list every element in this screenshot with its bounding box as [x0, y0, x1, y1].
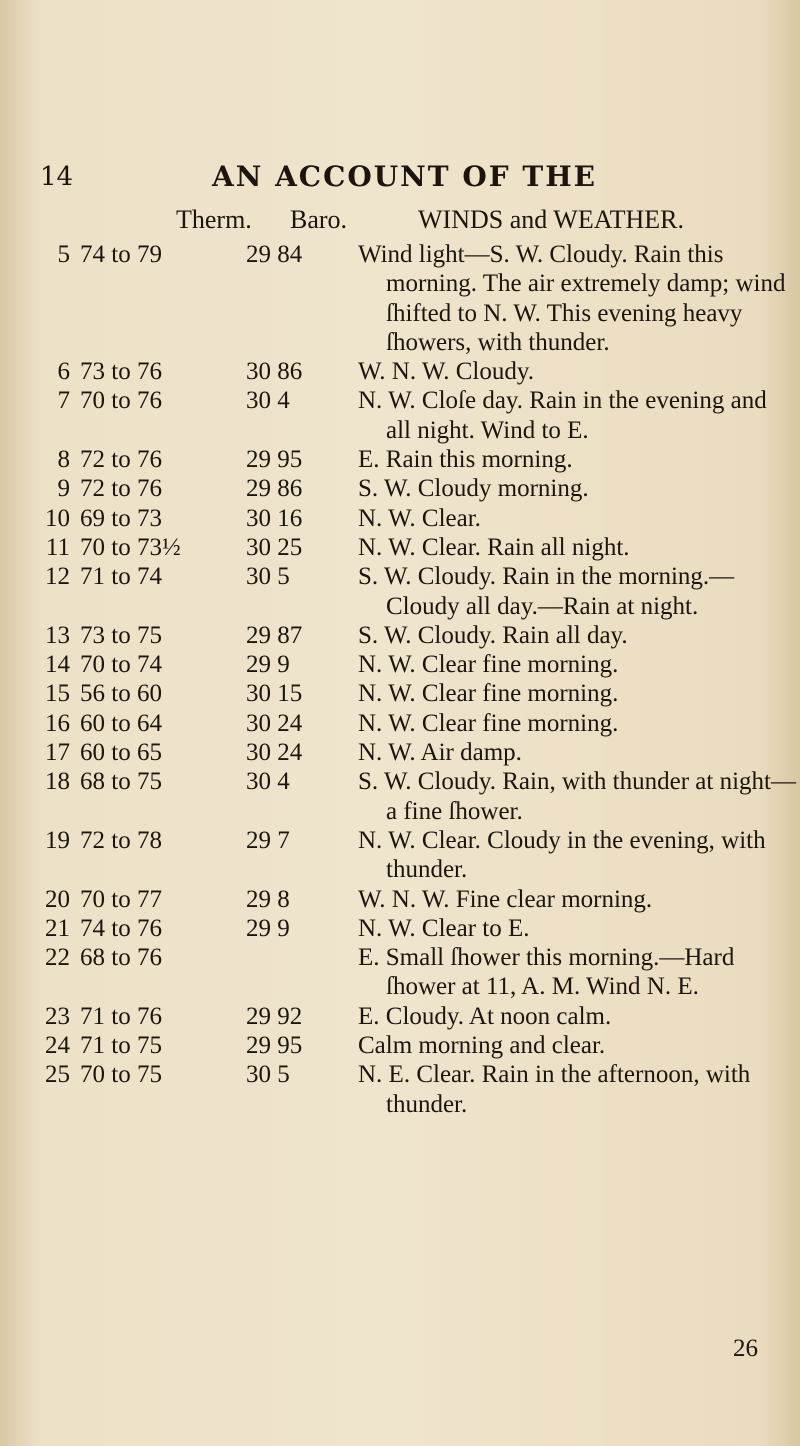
- day-number: 21: [45, 914, 70, 942]
- weather-note: N. W. Clear to E.: [358, 914, 530, 942]
- barometer-reading: 29 84: [246, 241, 303, 268]
- thermometer-column-heading: Therm.: [176, 205, 252, 234]
- weather-note: S. W. Cloudy morning.: [358, 475, 589, 503]
- table-row: [0, 474, 800, 503]
- thermometer-reading: 69 to 73: [80, 504, 162, 532]
- weather-note: N. W. Clear. Rain all night.: [358, 533, 630, 561]
- table-row: [0, 767, 800, 826]
- thermometer-reading: 74 to 79: [80, 241, 162, 268]
- barometer-reading: 30 5: [246, 1061, 290, 1089]
- table-row: [0, 533, 800, 562]
- weather-note: W. N. W. Cloudy.: [358, 358, 534, 386]
- barometer-reading: 29 86: [246, 475, 303, 503]
- weather-note: Calm morning and clear.: [358, 1032, 606, 1060]
- table-row: [0, 562, 800, 621]
- barometer-reading: 29 7: [246, 826, 290, 854]
- barometer-reading: 29 9: [246, 914, 290, 942]
- day-number: 23: [45, 1002, 70, 1030]
- weather-note: W. N. W. Fine clear morning.: [358, 885, 653, 913]
- thermometer-reading: 70 to 73½: [80, 533, 181, 561]
- barometer-reading: 29 92: [246, 1002, 303, 1030]
- day-number: 6: [57, 358, 70, 386]
- day-number: 16: [45, 709, 70, 737]
- table-row: [0, 679, 800, 708]
- weather-note: N. W. Clear fine morning.: [358, 651, 619, 679]
- day-number: 5: [57, 241, 70, 268]
- weather-note: N. W. Cloſe day. Rain in the evening and all night. Wind to E.: [358, 387, 767, 444]
- thermometer-reading: 72 to 76: [80, 446, 162, 474]
- barometer-column-heading: Baro.: [290, 205, 348, 234]
- running-title: AN ACCOUNT OF THE: [212, 160, 597, 193]
- table-row: [0, 445, 800, 474]
- winds-weather-column-heading: WINDS and WEATHER.: [418, 205, 684, 234]
- thermometer-reading: 60 to 65: [80, 739, 162, 767]
- table-row: [0, 885, 800, 914]
- barometer-reading: 29 95: [246, 446, 303, 474]
- catchword: 26: [733, 1335, 758, 1362]
- day-number: 19: [45, 826, 70, 854]
- day-number: 20: [45, 885, 70, 913]
- barometer-reading: 30 5: [246, 563, 290, 591]
- weather-note: N. W. Clear. Cloudy in the evening, with thunder.: [358, 826, 766, 884]
- table-row: [0, 943, 800, 1002]
- day-number: 12: [45, 563, 70, 591]
- thermometer-reading: 73 to 75: [80, 621, 162, 649]
- barometer-reading: 30 15: [246, 680, 303, 708]
- weather-note: N. E. Clear. Rain in the afternoon, with thunder.: [358, 1061, 751, 1118]
- weather-note: S. W. Cloudy. Rain all day.: [358, 621, 628, 649]
- thermometer-reading: 73 to 76: [80, 358, 162, 386]
- weather-note: N. W. Clear fine morning.: [358, 680, 619, 708]
- table-row: [0, 240, 800, 357]
- table-row: [0, 738, 800, 767]
- barometer-reading: 30 86: [246, 358, 303, 386]
- barometer-reading: 29 95: [246, 1032, 303, 1060]
- day-number: 11: [45, 533, 70, 561]
- barometer-reading: 30 4: [246, 387, 290, 415]
- barometer-reading: 30 24: [246, 709, 303, 737]
- weather-note: S. W. Cloudy. Rain in the morning.—Cloudy all day.—Rain at night.: [358, 563, 735, 620]
- thermometer-reading: 71 to 75: [80, 1032, 162, 1060]
- day-number: 8: [57, 446, 70, 474]
- running-header: [0, 158, 800, 198]
- barometer-reading: 29 8: [246, 885, 290, 913]
- page-number: 14: [40, 162, 74, 192]
- day-number: 9: [57, 475, 70, 503]
- thermometer-reading: 74 to 76: [80, 914, 162, 942]
- weather-note: S. W. Cloudy. Rain, with thunder at night—a fine ſhower.: [358, 768, 796, 825]
- day-number: 18: [45, 768, 70, 796]
- thermometer-reading: 60 to 64: [80, 709, 162, 737]
- day-number: 13: [45, 621, 70, 649]
- weather-note: N. W. Clear fine morning.: [358, 709, 619, 737]
- weather-note: N. W. Air damp.: [358, 739, 522, 767]
- barometer-reading: 29 87: [246, 621, 303, 649]
- thermometer-reading: 71 to 74: [80, 563, 162, 591]
- table-row: [0, 1031, 800, 1060]
- thermometer-reading: 71 to 76: [80, 1002, 162, 1030]
- weather-note: E. Small ſhower this morning.—Hard ſhower at 11, A. M. Wind N. E.: [358, 944, 735, 1001]
- thermometer-reading: 56 to 60: [80, 680, 162, 708]
- barometer-reading: 30 4: [246, 768, 290, 796]
- day-number: 25: [45, 1061, 70, 1089]
- thermometer-reading: 70 to 74: [80, 651, 162, 679]
- weather-note: E. Rain this morning.: [358, 446, 573, 474]
- weather-note: N. W. Clear.: [358, 504, 481, 532]
- day-number: 17: [45, 739, 70, 767]
- table-row: [0, 357, 800, 386]
- table-row: [0, 914, 800, 943]
- table-row: [0, 826, 800, 885]
- barometer-reading: 29 9: [246, 651, 290, 679]
- table-row: [0, 650, 800, 679]
- thermometer-reading: 70 to 76: [80, 387, 162, 415]
- day-number: 14: [45, 651, 70, 679]
- weather-table: [0, 240, 800, 1119]
- table-row: [0, 386, 800, 445]
- table-row: [0, 621, 800, 650]
- day-number: 7: [57, 387, 70, 415]
- table-row: [0, 1060, 800, 1119]
- day-number: 24: [45, 1032, 70, 1060]
- thermometer-reading: 70 to 75: [80, 1061, 162, 1089]
- thermometer-reading: 68 to 76: [80, 944, 162, 972]
- weather-note: E. Cloudy. At noon calm.: [358, 1002, 612, 1030]
- thermometer-reading: 72 to 78: [80, 826, 162, 854]
- thermometer-reading: 68 to 75: [80, 768, 162, 796]
- weather-note: Wind light—S. W. Cloudy. Rain this morning. The air extremely damp; wind ſhifted to N. W. This evening heavy ſhowers, with thunder.: [358, 241, 786, 356]
- barometer-reading: 30 16: [246, 504, 303, 532]
- day-number: 10: [45, 504, 70, 532]
- barometer-reading: 30 24: [246, 739, 303, 767]
- thermometer-reading: 70 to 77: [80, 885, 162, 913]
- table-row: [0, 1002, 800, 1031]
- barometer-reading: 30 25: [246, 533, 303, 561]
- day-number: 15: [45, 680, 70, 708]
- table-row: [0, 709, 800, 738]
- table-row: [0, 504, 800, 533]
- thermometer-reading: 72 to 76: [80, 475, 162, 503]
- day-number: 22: [45, 944, 70, 972]
